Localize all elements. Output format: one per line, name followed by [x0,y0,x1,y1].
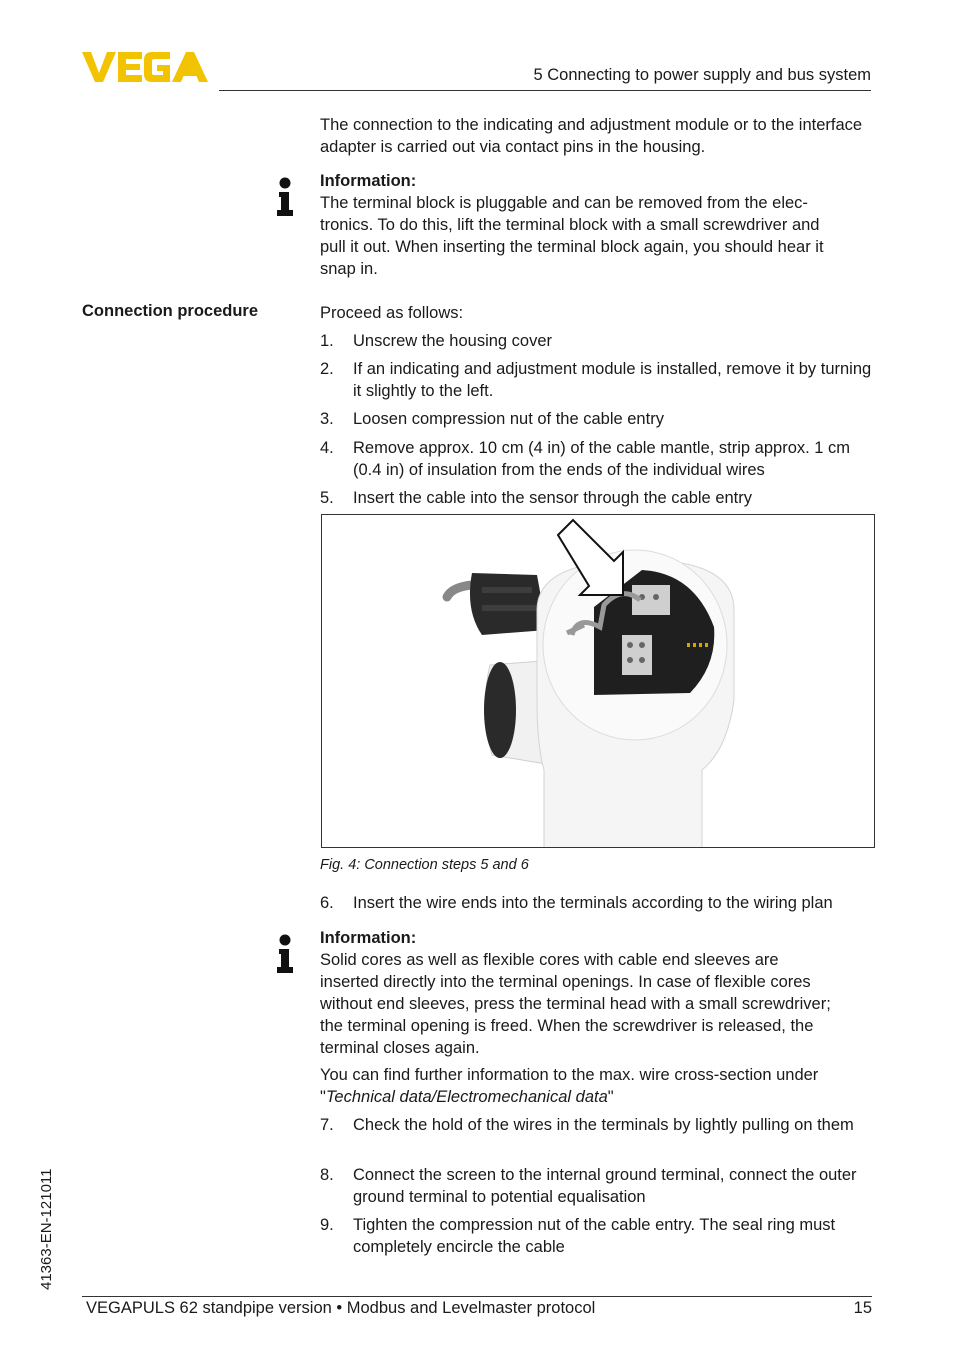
further-info-paragraph [320,1064,876,1108]
info-icon [276,934,294,974]
quote-open: " [320,1088,326,1106]
step-number: 2. [320,360,334,378]
info-line: snap in. [320,260,378,278]
info-line: terminal closes again. [320,1039,480,1057]
info-block-1 [320,170,876,280]
step-number: 4. [320,439,334,457]
technical-data-reference: Technical data/Electromechanical data [325,1088,608,1106]
step-text: Unscrew the housing cover [353,332,553,350]
info-line: without end sleeves, press the terminal head with a small screwdriver; [320,995,831,1013]
step-text: If an indicating and adjustment module is installed, remove it by turning it slightly to the left. [353,360,872,400]
procedure-lead: Proceed as follows: [320,304,464,322]
footer-rule [82,1296,872,1297]
step-number: 7. [320,1116,334,1134]
housing-illustration [322,515,875,848]
info-line: Solid cores as well as flexible cores with cable end sleeves are [320,951,779,969]
info-line: The terminal block is pluggable and can be removed from the elec- [320,194,808,212]
document-id: 41363-EN-121011 [38,1168,55,1290]
page-number: 15 [853,1299,872,1317]
step-number: 6. [320,894,334,912]
footer-title: VEGAPULS 62 standpipe version • Modbus and Levelmaster protocol [86,1299,596,1317]
header-rule [219,90,871,91]
intro-paragraph: The connection to the indicating and adjustment module or to the interface adapter is carried out via contact pins in the housing. [320,116,863,156]
step-text: Loosen compression nut of the cable entry [353,410,664,428]
step-number: 1. [320,332,334,350]
info-line: the terminal opening is freed. When the screwdriver is released, the [320,1017,814,1035]
figure-caption: Fig. 4: Connection steps 5 and 6 [320,857,529,873]
step-number: 5. [320,489,334,507]
info-line: pull it out. When inserting the terminal block again, you should hear it [320,238,824,256]
side-heading: Connection procedure [82,302,259,320]
step-number: 3. [320,410,334,428]
info-line: inserted directly into the terminal openings. In case of flexible cores [320,973,811,991]
figure-connection-steps [321,514,875,848]
step-text: Insert the wire ends into the terminals according to the wiring plan [353,894,833,912]
vega-logo [82,50,212,84]
step-number: 9. [320,1216,334,1234]
further-info-text: You can find further information to the max. wire cross-section under [320,1066,819,1084]
step-text: Connect the screen to the internal ground terminal, connect the outer ground terminal to potential equalisation [353,1166,857,1206]
quote-close: " [607,1088,614,1106]
info-label: Information: [320,172,417,190]
info-label: Information: [320,929,417,947]
step-text: Insert the cable into the sensor through the cable entry [353,489,752,507]
step-number: 8. [320,1166,334,1184]
info-block-2 [320,927,876,1059]
header-section-title: 5 Connecting to power supply and bus system [533,66,871,84]
info-line: tronics. To do this, lift the terminal block with a small screwdriver and [320,216,820,234]
step-text: Remove approx. 10 cm (4 in) of the cable mantle, strip approx. 1 cm (0.4 in) of insulation from the ends of the individual wires [353,439,851,479]
step-text: Check the hold of the wires in the terminals by lightly pulling on them [353,1116,854,1134]
step-text: Tighten the compression nut of the cable entry. The seal ring must completely encircle the cable [353,1216,836,1256]
info-icon [276,177,294,217]
